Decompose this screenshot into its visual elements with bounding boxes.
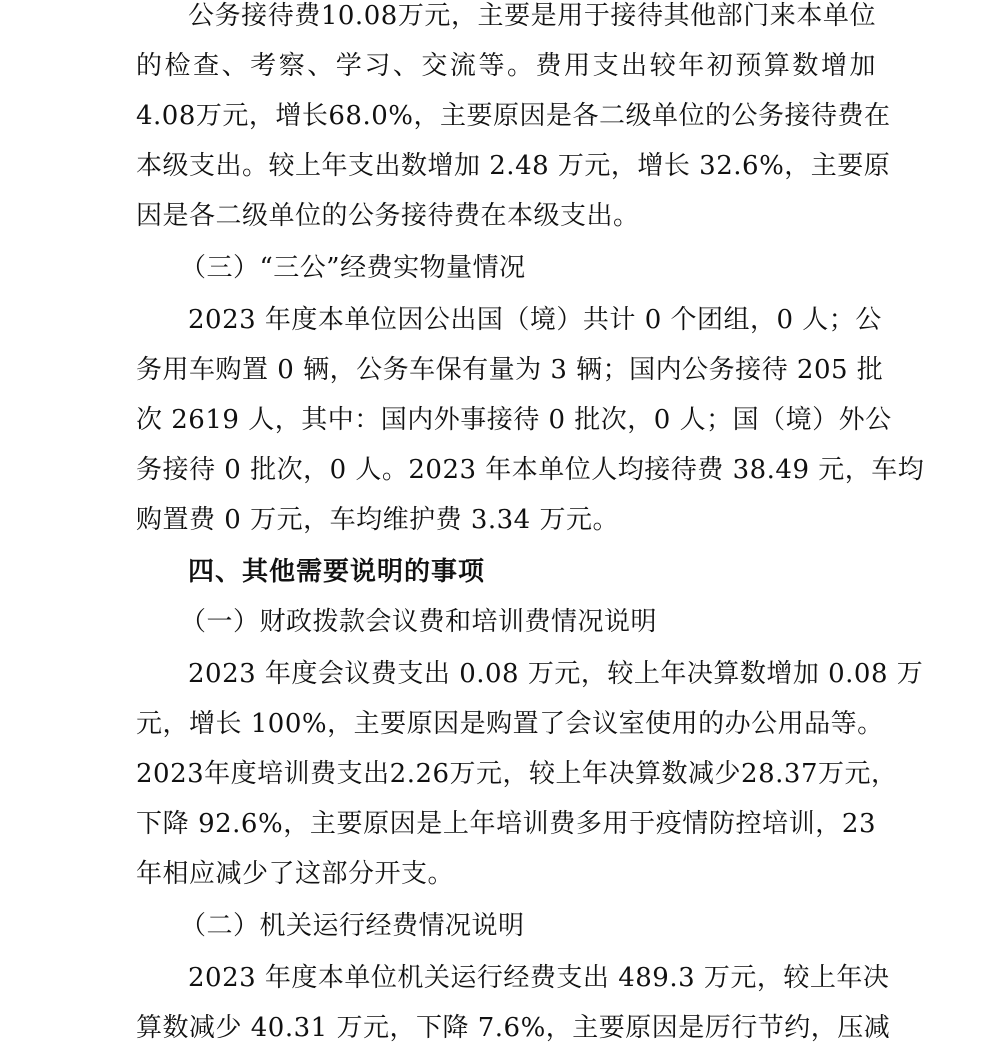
body-text-line: 4.08万元，增长68.0%，主要原因是各二级单位的公务接待费在 [136,101,891,131]
body-text-line: 的检查、考察、学习、交流等。费用支出较年初预算数增加 [136,51,876,81]
body-text-line: 年相应减少了这部分开支。 [136,859,455,889]
body-text-line: 本级支出。较上年支出数增加 2.48 万元，增长 32.6%，主要原 [136,151,891,181]
body-text-line: 2023 年度本单位因公出国（境）共计 0 个团组，0 人；公 [188,305,882,335]
section-heading: 四、其他需要说明的事项 [188,557,486,587]
body-text-line: 元，增长 100%，主要原因是购置了会议室使用的办公用品等。 [136,709,884,739]
body-text-line: 2023 年度会议费支出 0.08 万元，较上年决算数增加 0.08 万 [188,659,924,689]
section-subheading: （三）“三公”经费实物量情况 [180,253,526,283]
body-text-line: 因是各二级单位的公务接待费在本级支出。 [136,201,640,231]
body-text-line: 务用车购置 0 辆，公务车保有量为 3 辆；国内公务接待 205 批 [136,355,884,385]
body-text-line: 购置费 0 万元，车均维护费 3.34 万元。 [136,505,619,535]
section-subheading: （一）财政拨款会议费和培训费情况说明 [180,607,658,637]
body-text-line: 务接待 0 批次，0 人。2023 年本单位人均接待费 38.49 元，车均 [136,455,925,485]
section-subheading: （二）机关运行经费情况说明 [180,911,525,941]
body-text-line: 2023年度培训费支出2.26万元，较上年决算数减少28.37万元， [136,759,898,789]
body-text-line: 公务接待费10.08万元，主要是用于接待其他部门来本单位 [188,1,876,31]
body-text-line: 次 2619 人，其中：国内外事接待 0 批次，0 人；国（境）外公 [136,405,892,435]
body-text-line: 下降 92.6%，主要原因是上年培训费多用于疫情防控培训，23 [136,809,876,839]
body-text-line: 算数减少 40.31 万元，下降 7.6%，主要原因是厉行节约，压减 [136,1013,891,1043]
body-text-line: 2023 年度本单位机关运行经费支出 489.3 万元，较上年决 [188,963,890,993]
